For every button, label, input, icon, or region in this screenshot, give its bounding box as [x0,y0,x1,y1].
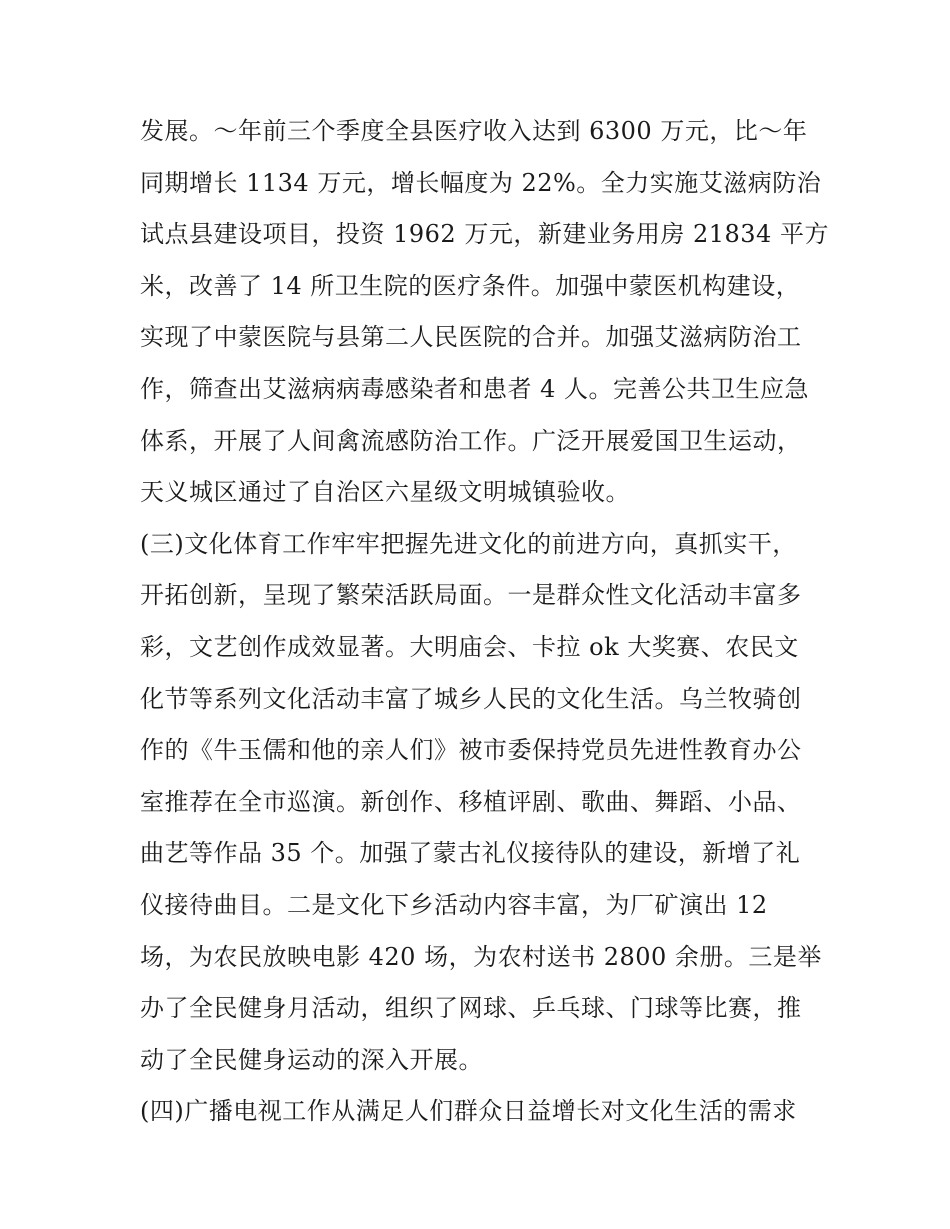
text-line: 仪接待曲目。二是文化下乡活动内容丰富，为厂矿演出 12 [140,890,768,919]
text-line: 化节等系列文化活动丰富了城乡人民的文化生活。乌兰牧骑创 [140,684,802,713]
text-line: 体系，开展了人间禽流感防治工作。广泛开展爱国卫生运动， [140,426,802,455]
text-line: 曲艺等作品 35 个。加强了蒙古礼仪接待队的建设，新增了礼 [140,839,801,868]
text-line: 室推荐在全市巡演。新创作、移植评剧、歌曲、舞蹈、小品、 [140,787,802,816]
text-line: 开拓创新，呈现了繁荣活跃局面。一是群众性文化活动丰富多 [140,581,802,610]
text-line: 天义城区通过了自治区六星级文明城镇验收。 [140,478,630,507]
text-line: 作的《牛玉儒和他的亲人们》被市委保持党员先进性教育办公 [140,736,802,765]
text-line: 米，改善了 14 所卫生院的医疗条件。加强中蒙医机构建设， [140,271,801,300]
text-line: 发展。～年前三个季度全县医疗收入达到 6300 万元，比～年 [140,117,808,145]
text-line: 试点县建设项目，投资 1962 万元，新建业务用房 21834 平方 [140,220,829,249]
text-line: 同期增长 1134 万元，增长幅度为 22%。全力实施艾滋病防治 [140,168,822,197]
text-line: 办了全民健身月活动，组织了网球、乒乓球、门球等比赛，推 [140,994,802,1023]
text-line: 实现了中蒙医院与县第二人民医院的合并。加强艾滋病防治工 [140,323,802,352]
text-line: (三)文化体育工作牢牢把握先进文化的前进方向，真抓实干， [140,529,797,558]
text-line: 作，筛查出艾滋病病毒感染者和患者 4 人。完善公共卫生应急 [140,374,810,403]
text-line: 场，为农民放映电影 420 场，为农村送书 2800 余册。三是举 [140,942,822,971]
body-text [140,106,829,1138]
text-line: 动了全民健身运动的深入开展。 [140,1045,483,1074]
text-line: 彩，文艺创作成效显著。大明庙会、卡拉 ok 大奖赛、农民文 [140,632,799,661]
text-line: (四)广播电视工作从满足人们群众日益增长对文化生活的需求 [140,1097,797,1126]
